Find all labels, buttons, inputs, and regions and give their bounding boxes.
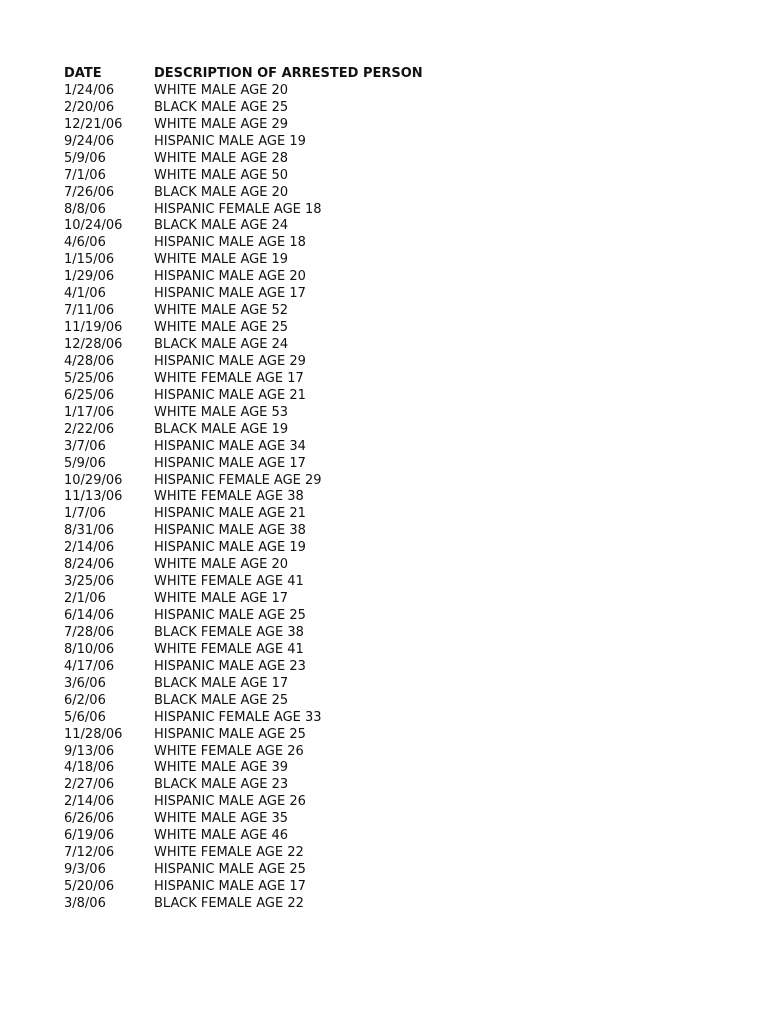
row-description: BLACK MALE AGE 25 <box>154 99 289 115</box>
row-description: WHITE FEMALE AGE 22 <box>154 845 304 861</box>
table-row <box>64 439 704 456</box>
row-description: HISPANIC MALE AGE 19 <box>154 540 306 556</box>
row-date: 5/9/06 <box>64 455 106 471</box>
table-row <box>64 676 704 693</box>
table-row <box>64 591 704 608</box>
table-row <box>64 168 704 185</box>
row-date: 9/3/06 <box>64 862 106 878</box>
row-description: HISPANIC MALE AGE 18 <box>154 235 306 251</box>
row-date: 7/26/06 <box>64 184 115 200</box>
row-description: HISPANIC MALE AGE 38 <box>154 523 306 539</box>
row-description: WHITE MALE AGE 17 <box>154 591 289 607</box>
table-row <box>64 608 704 625</box>
row-date: 8/10/06 <box>64 641 115 657</box>
row-description: HISPANIC FEMALE AGE 33 <box>154 709 322 725</box>
row-date: 7/1/06 <box>64 167 106 183</box>
row-description: BLACK MALE AGE 23 <box>154 777 289 793</box>
row-description: HISPANIC MALE AGE 29 <box>154 353 306 369</box>
table-row <box>64 727 704 744</box>
table-row <box>64 506 704 523</box>
table-row <box>64 744 704 761</box>
row-description: HISPANIC MALE AGE 21 <box>154 506 306 522</box>
row-date: 11/13/06 <box>64 489 123 505</box>
row-description: WHITE MALE AGE 28 <box>154 150 289 166</box>
table-row <box>64 202 704 219</box>
row-description: HISPANIC MALE AGE 17 <box>154 879 306 894</box>
row-description: HISPANIC MALE AGE 26 <box>154 794 306 810</box>
row-description: WHITE FEMALE AGE 38 <box>154 489 304 505</box>
row-description: WHITE FEMALE AGE 41 <box>154 641 304 657</box>
row-date: 2/27/06 <box>64 777 115 793</box>
row-description: HISPANIC MALE AGE 20 <box>154 269 306 285</box>
row-description: WHITE MALE AGE 20 <box>154 82 289 98</box>
row-date: 6/14/06 <box>64 608 115 623</box>
row-date: 3/8/06 <box>64 895 106 911</box>
row-date: 9/13/06 <box>64 743 115 759</box>
row-date: 8/8/06 <box>64 201 106 217</box>
row-description: WHITE MALE AGE 50 <box>154 167 289 183</box>
row-description: BLACK MALE AGE 24 <box>154 337 289 352</box>
table-row <box>64 845 704 862</box>
table-row <box>64 625 704 642</box>
row-description: HISPANIC FEMALE AGE 18 <box>154 201 322 217</box>
arrest-log-table <box>64 66 704 913</box>
row-date: 6/19/06 <box>64 828 115 844</box>
row-date: 4/28/06 <box>64 353 115 369</box>
table-row <box>64 710 704 727</box>
row-date: 3/7/06 <box>64 438 106 454</box>
row-date: 2/14/06 <box>64 794 115 810</box>
table-row <box>64 371 704 388</box>
row-date: 6/26/06 <box>64 811 115 827</box>
row-date: 12/21/06 <box>64 116 123 132</box>
table-row <box>64 117 704 134</box>
table-row <box>64 151 704 168</box>
table-row <box>64 473 704 490</box>
row-description: HISPANIC MALE AGE 25 <box>154 726 306 742</box>
table-row <box>64 134 704 151</box>
table-row <box>64 574 704 591</box>
table-row <box>64 286 704 303</box>
table-header <box>64 66 704 83</box>
row-description: HISPANIC MALE AGE 25 <box>154 862 306 878</box>
table-row <box>64 185 704 202</box>
row-description: HISPANIC MALE AGE 17 <box>154 286 306 302</box>
row-date: 11/28/06 <box>64 726 123 742</box>
row-date: 7/28/06 <box>64 624 115 640</box>
row-date: 5/6/06 <box>64 709 106 725</box>
table-row <box>64 811 704 828</box>
row-date: 2/22/06 <box>64 421 115 437</box>
row-date: 10/24/06 <box>64 218 123 234</box>
row-description: HISPANIC MALE AGE 17 <box>154 455 306 471</box>
row-description: HISPANIC MALE AGE 19 <box>154 133 306 149</box>
row-date: 6/2/06 <box>64 692 106 708</box>
row-date: 1/7/06 <box>64 506 106 522</box>
table-row <box>64 642 704 659</box>
row-description: WHITE MALE AGE 35 <box>154 811 289 827</box>
table-row <box>64 760 704 777</box>
row-date: 1/17/06 <box>64 404 115 420</box>
row-date: 1/24/06 <box>64 82 115 98</box>
table-row <box>64 252 704 269</box>
row-date: 4/6/06 <box>64 235 106 251</box>
table-row <box>64 269 704 286</box>
row-description: BLACK MALE AGE 17 <box>154 675 289 691</box>
row-date: 12/28/06 <box>64 337 123 352</box>
row-description: WHITE MALE AGE 29 <box>154 116 289 132</box>
row-description: WHITE MALE AGE 53 <box>154 404 289 420</box>
row-date: 4/1/06 <box>64 286 106 302</box>
table-row <box>64 794 704 811</box>
table-row <box>64 218 704 235</box>
row-date: 5/20/06 <box>64 879 115 894</box>
table-body <box>64 83 704 913</box>
row-description: BLACK MALE AGE 19 <box>154 421 289 437</box>
row-description: HISPANIC MALE AGE 23 <box>154 658 306 674</box>
row-description: BLACK MALE AGE 24 <box>154 218 289 234</box>
table-row <box>64 489 704 506</box>
table-row <box>64 320 704 337</box>
table-row <box>64 659 704 676</box>
row-date: 2/14/06 <box>64 540 115 556</box>
row-description: HISPANIC MALE AGE 34 <box>154 438 306 454</box>
row-date: 7/12/06 <box>64 845 115 861</box>
row-date: 4/18/06 <box>64 760 115 776</box>
table-row <box>64 879 704 896</box>
row-description: BLACK FEMALE AGE 22 <box>154 895 304 911</box>
row-date: 4/17/06 <box>64 658 115 674</box>
row-description: WHITE MALE AGE 25 <box>154 320 289 336</box>
row-date: 5/25/06 <box>64 370 115 386</box>
row-date: 7/11/06 <box>64 303 115 319</box>
row-date: 8/31/06 <box>64 523 115 539</box>
table-row <box>64 523 704 540</box>
row-date: 3/6/06 <box>64 675 106 691</box>
description-column-header: DESCRIPTION OF ARRESTED PERSON <box>154 66 423 81</box>
table-row <box>64 388 704 405</box>
row-description: WHITE MALE AGE 19 <box>154 252 289 268</box>
row-date: 5/9/06 <box>64 150 106 166</box>
row-description: HISPANIC MALE AGE 25 <box>154 608 306 623</box>
row-date: 1/29/06 <box>64 269 115 285</box>
row-date: 10/29/06 <box>64 472 123 488</box>
row-description: WHITE MALE AGE 46 <box>154 828 289 844</box>
row-date: 6/25/06 <box>64 387 115 403</box>
row-date: 1/15/06 <box>64 252 115 268</box>
table-row <box>64 896 704 913</box>
row-date: 2/20/06 <box>64 99 115 115</box>
row-date: 8/24/06 <box>64 557 115 573</box>
table-row <box>64 354 704 371</box>
table-row <box>64 557 704 574</box>
row-date: 2/1/06 <box>64 591 106 607</box>
table-row <box>64 303 704 320</box>
table-row <box>64 456 704 473</box>
table-row <box>64 693 704 710</box>
row-description: WHITE FEMALE AGE 17 <box>154 370 304 386</box>
date-column-header: DATE <box>64 66 102 81</box>
row-date: 3/25/06 <box>64 574 115 590</box>
row-description: HISPANIC MALE AGE 21 <box>154 387 306 403</box>
row-date: 11/19/06 <box>64 320 123 336</box>
row-description: HISPANIC FEMALE AGE 29 <box>154 472 322 488</box>
table-row <box>64 422 704 439</box>
row-description: BLACK FEMALE AGE 38 <box>154 624 304 640</box>
table-row <box>64 337 704 354</box>
row-description: WHITE MALE AGE 39 <box>154 760 289 776</box>
table-row <box>64 100 704 117</box>
table-row <box>64 235 704 252</box>
row-description: WHITE FEMALE AGE 26 <box>154 743 304 759</box>
row-description: BLACK MALE AGE 20 <box>154 184 289 200</box>
table-row <box>64 862 704 879</box>
table-row <box>64 83 704 100</box>
row-date: 9/24/06 <box>64 133 115 149</box>
table-row <box>64 777 704 794</box>
row-description: WHITE FEMALE AGE 41 <box>154 574 304 590</box>
table-row <box>64 540 704 557</box>
table-row <box>64 405 704 422</box>
row-description: BLACK MALE AGE 25 <box>154 692 289 708</box>
table-row <box>64 828 704 845</box>
row-description: WHITE MALE AGE 20 <box>154 557 289 573</box>
row-description: WHITE MALE AGE 52 <box>154 303 289 319</box>
